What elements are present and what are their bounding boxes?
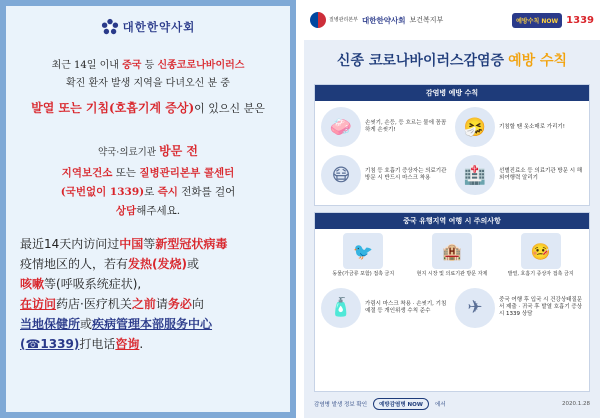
- now-badge: 예방수칙 NOW: [512, 13, 562, 28]
- korean-notice: [16, 56, 280, 218]
- association-name: 대한한약사회: [361, 15, 406, 25]
- zh-highlight: 发热(发烧): [128, 257, 187, 271]
- travel-tip-return: [455, 286, 583, 330]
- zh-blue: (☎1339): [20, 337, 80, 351]
- panel-heading: 감염병 예방 수칙: [315, 85, 589, 101]
- travel-grid: [315, 229, 589, 282]
- title-main: 신종 코로나바이러스감염증: [336, 53, 505, 69]
- prevention-panel: [314, 84, 590, 206]
- zh-blue: 当地保健所: [20, 317, 81, 331]
- travel-tip-text: 현지 시장 및 의료기관 방문 자제: [416, 271, 488, 277]
- airplane-icon: ✈: [455, 288, 495, 328]
- flower-logo-icon: [101, 18, 119, 36]
- tip-text: 손씻기, 손등, 등 흐르는 물에 꼼꼼하게 손씻기!: [365, 120, 447, 133]
- search-box: 예방감염병 NOW: [373, 398, 429, 410]
- travel-tip-market: [410, 233, 495, 278]
- korean-chinese-notice-poster: [0, 0, 296, 418]
- hospital-icon: 🏥: [455, 155, 495, 195]
- handwash-icon: 🧼: [321, 107, 361, 147]
- zh-highlight: 咨询: [115, 337, 140, 351]
- hotline-number: 1339: [566, 14, 594, 26]
- prevention-grid: [315, 101, 589, 201]
- footer-suffix: 에서: [434, 402, 446, 408]
- zh-highlight: 新型冠状病毒: [155, 237, 228, 251]
- ko-line-7: [16, 203, 280, 218]
- mask-icon: 😷: [321, 155, 361, 195]
- travel-tip-hygiene: [321, 286, 449, 330]
- bird-icon: 🐦: [343, 233, 383, 269]
- fever-icon: 🤒: [521, 233, 561, 269]
- zh-highlight: 中国: [119, 237, 144, 251]
- panel-heading: 중국 유행지역 여행 시 주의사항: [315, 213, 589, 229]
- ko-text: 등: [141, 60, 158, 71]
- market-icon: 🏨: [432, 233, 472, 269]
- zh-text: 等(呼吸系统症状),: [44, 277, 142, 291]
- prevention-poster: [304, 0, 600, 418]
- ko-text: 이 있으신 분은: [194, 102, 265, 115]
- footer-label: 감염병 발생 정보 확인: [314, 402, 368, 408]
- ministry-label: 보건복지부: [409, 16, 444, 24]
- ko-text: 로: [144, 186, 158, 198]
- poster-body: [6, 6, 290, 412]
- ko-text: 약국·의료기관: [97, 147, 160, 158]
- travel-tip-text: 발열, 호흡기 증상자 접촉 금지: [507, 271, 574, 277]
- zh-highlight: 务必: [167, 297, 192, 311]
- cough-icon: 🤧: [455, 107, 495, 147]
- zh-highlight: 在访问: [20, 297, 57, 311]
- zh-highlight: 咳嗽: [20, 277, 45, 291]
- ko-highlight: 발열 또는 기침(호흡기계 증상): [31, 101, 195, 115]
- zh-text: 最近14天内访问过: [20, 237, 120, 251]
- hygiene-icon: 🧴: [321, 288, 361, 328]
- ko-line-4: [16, 142, 280, 159]
- ko-text: 또는: [112, 167, 140, 179]
- zh-text: 或: [80, 317, 93, 331]
- ko-highlight: 중국: [122, 60, 142, 71]
- ko-highlight: 지역보건소: [61, 167, 113, 179]
- tip-hospital: [455, 153, 583, 197]
- travel-grid-2: [315, 282, 589, 334]
- title-highlight: 예방 수칙: [508, 53, 568, 69]
- ko-text: 해주세요.: [136, 205, 181, 217]
- kdca-badge: [310, 12, 358, 28]
- tip-text: 선별진료소 등 의료기관 방문 시 해외여행력 알리기: [499, 168, 583, 181]
- ko-text: 최근 14일 이내: [51, 60, 123, 71]
- association-name: 대한한약사회: [122, 20, 196, 34]
- ko-highlight: 상담: [115, 205, 137, 217]
- ko-line-1: [16, 56, 280, 71]
- publish-date: 2020.1.28: [562, 401, 590, 407]
- ko-highlight: 방문 전: [159, 144, 199, 158]
- ko-highlight: 질병관리본부 콜센터: [139, 167, 235, 179]
- ko-highlight: (국번없이 1339): [60, 186, 145, 198]
- poster-header: [304, 0, 600, 40]
- zh-text: 向: [191, 297, 204, 311]
- kdca-label: 질병관리본부: [329, 17, 358, 23]
- zh-text: 或: [187, 257, 200, 271]
- chinese-notice: [16, 234, 280, 354]
- association-logo: [16, 18, 280, 36]
- tip-text: 가림시 마스크 착용 · 손씻기, 기침예절 등 개인위생 수칙 준수: [365, 300, 447, 314]
- zh-text: 等: [143, 237, 156, 251]
- zh-highlight: 之前: [131, 297, 156, 311]
- ko-text: 전화를 걸어: [177, 186, 236, 198]
- ko-highlight: 즉시: [157, 186, 178, 198]
- zh-blue: 疾病管理本部服务中心: [92, 317, 213, 331]
- travel-tip-animals: [321, 233, 406, 278]
- ko-line-5: [16, 165, 280, 180]
- ko-highlight: 신종코로나바이러스: [157, 60, 245, 71]
- zh-text: 药店·医疗机关: [56, 297, 132, 311]
- zh-text: 疫情地区的人，若有: [20, 257, 129, 271]
- poster-title: [304, 40, 600, 80]
- zh-text: 请: [155, 297, 168, 311]
- zh-text: 打电话: [79, 337, 116, 351]
- ko-line-6: [16, 184, 280, 199]
- poster-footer: [314, 396, 590, 412]
- taegeuk-icon: [310, 12, 326, 28]
- tip-text: 기침할 땐 옷소매로 가리기!: [499, 123, 565, 130]
- travel-tip-text: 동물(가금류 포함) 접촉 금지: [332, 271, 395, 277]
- ko-line-2: 확진 환자 발생 지역을 다녀오신 분 중: [66, 78, 230, 89]
- ko-line-3: [16, 99, 280, 116]
- tip-text: 중국 여행 후 입국 시 건강상태질문서 제출 · 귀국 후 발열 호흡기 증상 시 1339 상담: [499, 297, 583, 317]
- tip-cough: [455, 105, 583, 149]
- travel-tip-fever: [498, 233, 583, 278]
- travel-panel: [314, 212, 590, 392]
- tip-mask: [321, 153, 449, 197]
- tip-handwash: [321, 105, 449, 149]
- zh-text: .: [139, 337, 144, 351]
- tip-text: 기침 등 호흡기 증상자는 의료기관 방문 시 반드시 마스크 착용: [365, 168, 447, 181]
